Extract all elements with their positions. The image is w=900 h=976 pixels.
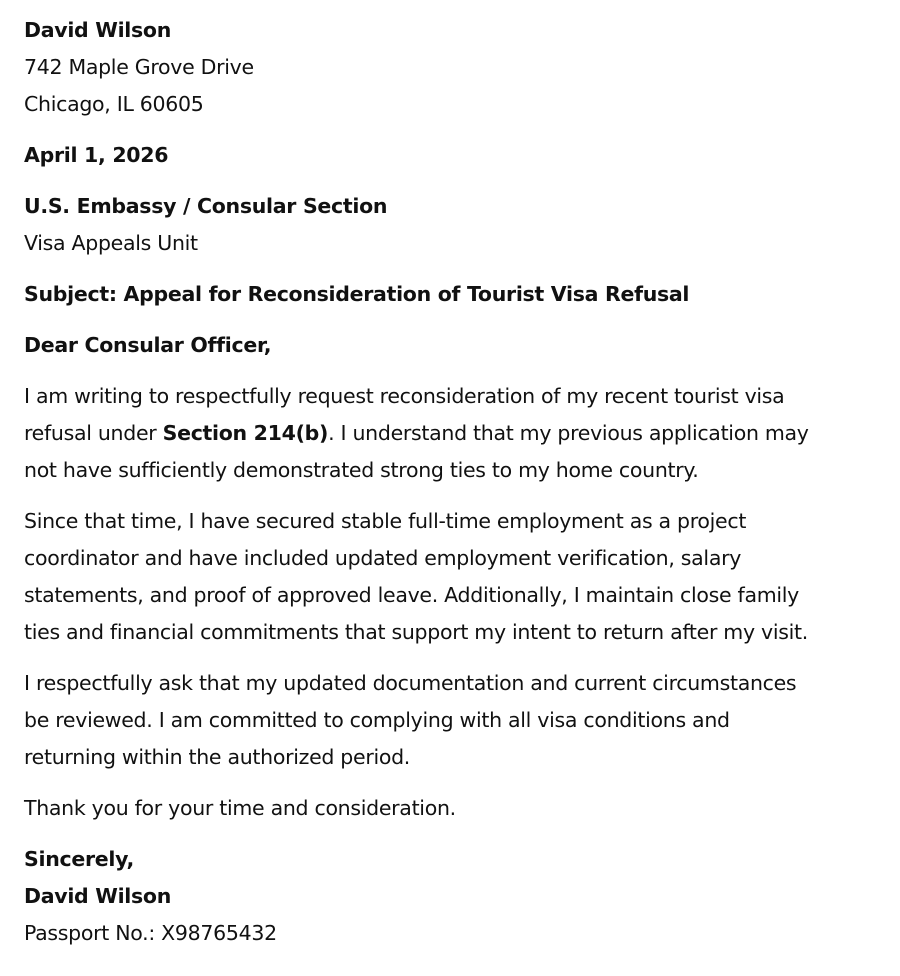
sender-name: David Wilson (24, 18, 171, 42)
salutation: Dear Consular Officer, (24, 333, 272, 357)
section-reference: Section 214(b) (162, 421, 329, 445)
subject-line: Subject: Appeal for Reconsideration of Tourist Visa Refusal (24, 282, 690, 306)
body-paragraph-1: I am writing to respectfully request reconsideration of my recent tourist visa refusal under Section 214(b). I understand that my previous application may not have sufficiently demonstrated strong ties to my home country. (24, 384, 809, 482)
passport-number: Passport No.: X98765432 (24, 921, 277, 945)
body-paragraph-2: Since that time, I have secured stable full-time employment as a project coordinator and have included updated employment verification, salary statements, and proof of approved leave. Additionally, I maintain close family ties and financial commitments that support my intent to return after my visit. (24, 509, 808, 644)
sender-street: 742 Maple Grove Drive (24, 55, 254, 79)
closing-block (24, 841, 876, 952)
valediction: Sincerely, (24, 847, 135, 871)
recipient-org: U.S. Embassy / Consular Section (24, 194, 388, 218)
body-paragraph-3: I respectfully ask that my updated documentation and current circumstances be reviewed. I am committed to complying with all visa conditions and returning within the authorized period. (24, 671, 797, 769)
recipient-unit: Visa Appeals Unit (24, 231, 198, 255)
signature-name: David Wilson (24, 884, 171, 908)
sender-city: Chicago, IL 60605 (24, 92, 204, 116)
recipient-address (24, 188, 876, 262)
letter-date: April 1, 2026 (24, 143, 169, 167)
sender-address (24, 12, 876, 123)
body-paragraph-4: Thank you for your time and consideration. (24, 796, 456, 820)
